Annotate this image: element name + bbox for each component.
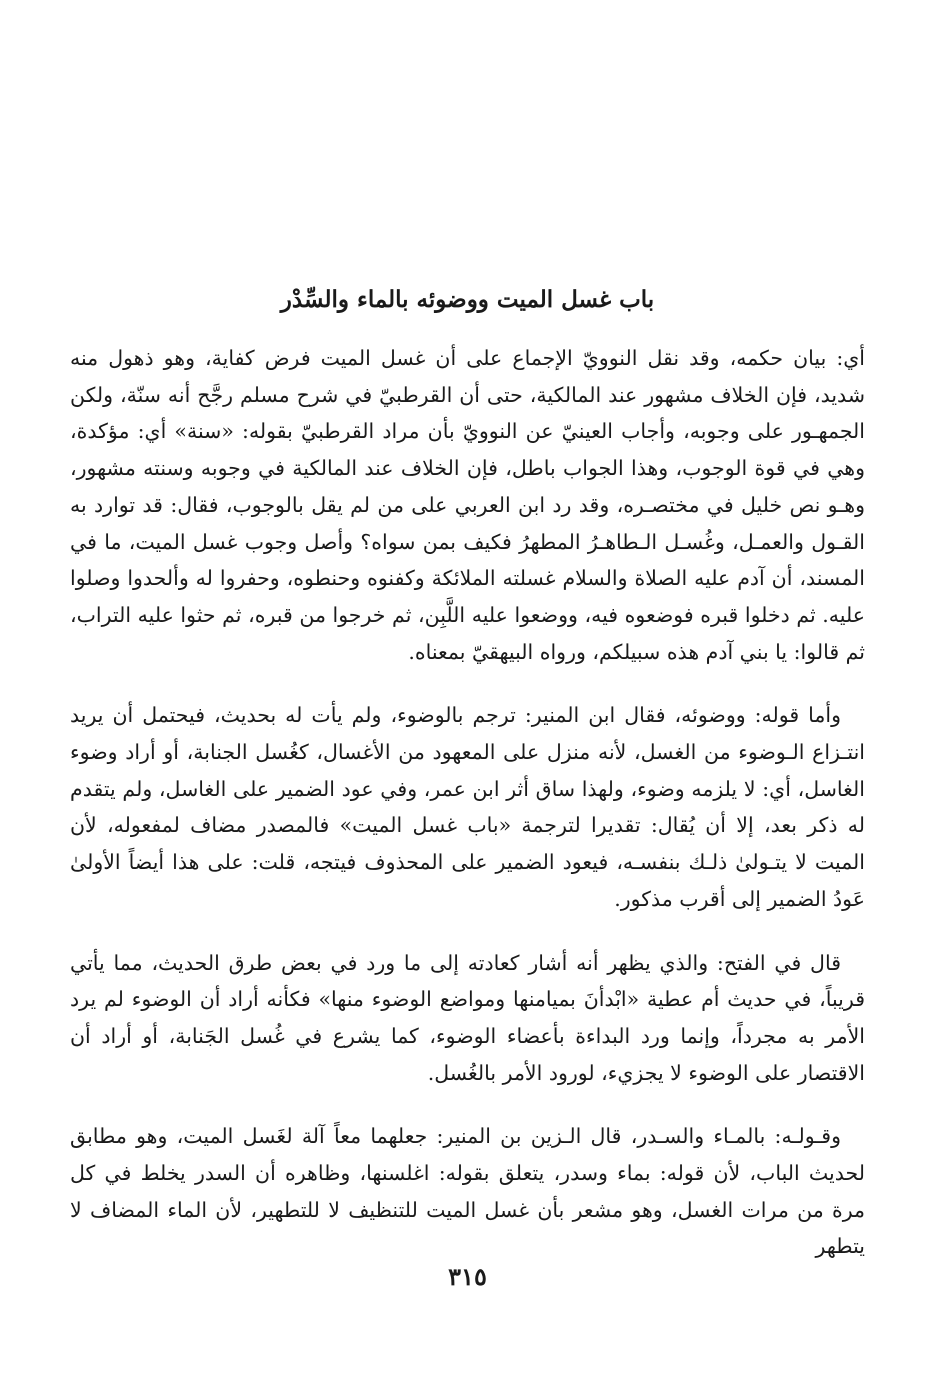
- page-number: ٣١٥: [448, 1262, 487, 1291]
- book-page: [70, 0, 865, 1377]
- body-text: [70, 340, 865, 1265]
- chapter-title: باب غسل الميت ووضوئه بالماء والسِّدْر: [280, 286, 655, 313]
- paragraph-2: وأما قوله: ووضوئه، فقال ابن المنير: ترجم بالوضوء، ولم يأت له بحديث، فيحتمل أن يريد انتـزاع الـوضوء من الغسل، لأنه منزل على المعهود من الأغسال، كغُسل الجنابة، أو أراد وضوء الغاسل، أي: لا يلزمه وضوء، ولهذا ساق أثر ابن عمر، وفي عود الضمير على الغاسل، ولم يتقدم له ذكر بعد، إلا أن يُقال: تقديرا لترجمة «باب غسل الميت» فالمصدر مضاف لمفعوله، لأن الميت لا يتـولىٰ ذلـك بنفسـه، فيعود الضمير على المحذوف فيتجه، قلت: على هذا أيضاً الأولىٰ عَودُ الضمير إلى أقرب مذكور.: [70, 703, 865, 911]
- paragraph-4: وقـولـه: بالمـاء والسـدر، قال الـزين بن المنير: جعلهما معاً آلة لغَسل الميت، وهو مطابق لحديث الباب، لأن قوله: بماء وسدر، يتعلق بقوله: اغلسنها، وظاهره أن السدر يخلط في كل مرة من مرات الغسل، وهو مشعر بأن غسل الميت للتنظيف لا للتطهير، لأن الماء المضاف لا يتطهر: [70, 1124, 865, 1259]
- paragraph-3: قال في الفتح: والذي يظهر أنه أشار كعادته إلى ما ورد في بعض طرق الحديث، مما يأتي قريباً، في حديث أم عطية «ابْدأنَ بميامنها ومواضع الوضوء منها» فكأنه أراد أن الوضوء لم يرد الأمر به مجرداً، وإنما ورد البداءة بأعضاء الوضوء، كما يشرع في غُسل الجَنابة، أو أراد أن الاقتصار على الوضوء لا يجزيء، لورود الأمر بالغُسل.: [70, 950, 865, 1085]
- paragraph-1: أي: بيان حكمه، وقد نقل النوويّ الإجماع على أن غسل الميت فرض كفاية، وهو ذهول منه شديد، فإن الخلاف مشهور عند المالكية، حتى أن القرطبيّ في شرح مسلم رجَّح أنه سنّة، ولكن الجمهـور على وجوبه، وأجاب العينيّ عن النوويّ بأن مراد القرطبيّ بقوله: «سنة» أي: مؤكدة، وهي في قوة الوجوب، وهذا الجواب باطل، فإن الخلاف عند المالكية في وجوبه وسنته مشهور، وهـو نص خليل في مختصـره، وقد رد ابن العربي على من لم يقل بالوجوب، فقال: قد توارد به القـول والعمـل، وغُسـل الـطاهـرُ المطهرُ فكيف بمن سواه؟ وأصل وجوب غسل الميت، ما في المسند، أن آدم عليه الصلاة والسلام غسلته الملائكة وكفنوه وحنطوه، وحفروا له وألحدوا وصلوا عليه. ثم دخلوا قبره فوضعوه فيه، ووضعوا عليه اللَّبِن، ثم خرجوا من قبره، ثم حثوا عليه التراب، ثم قالوا: يا بني آدم هذه سبيلكم، ورواه البيهقيّ بمعناه.: [70, 346, 865, 664]
